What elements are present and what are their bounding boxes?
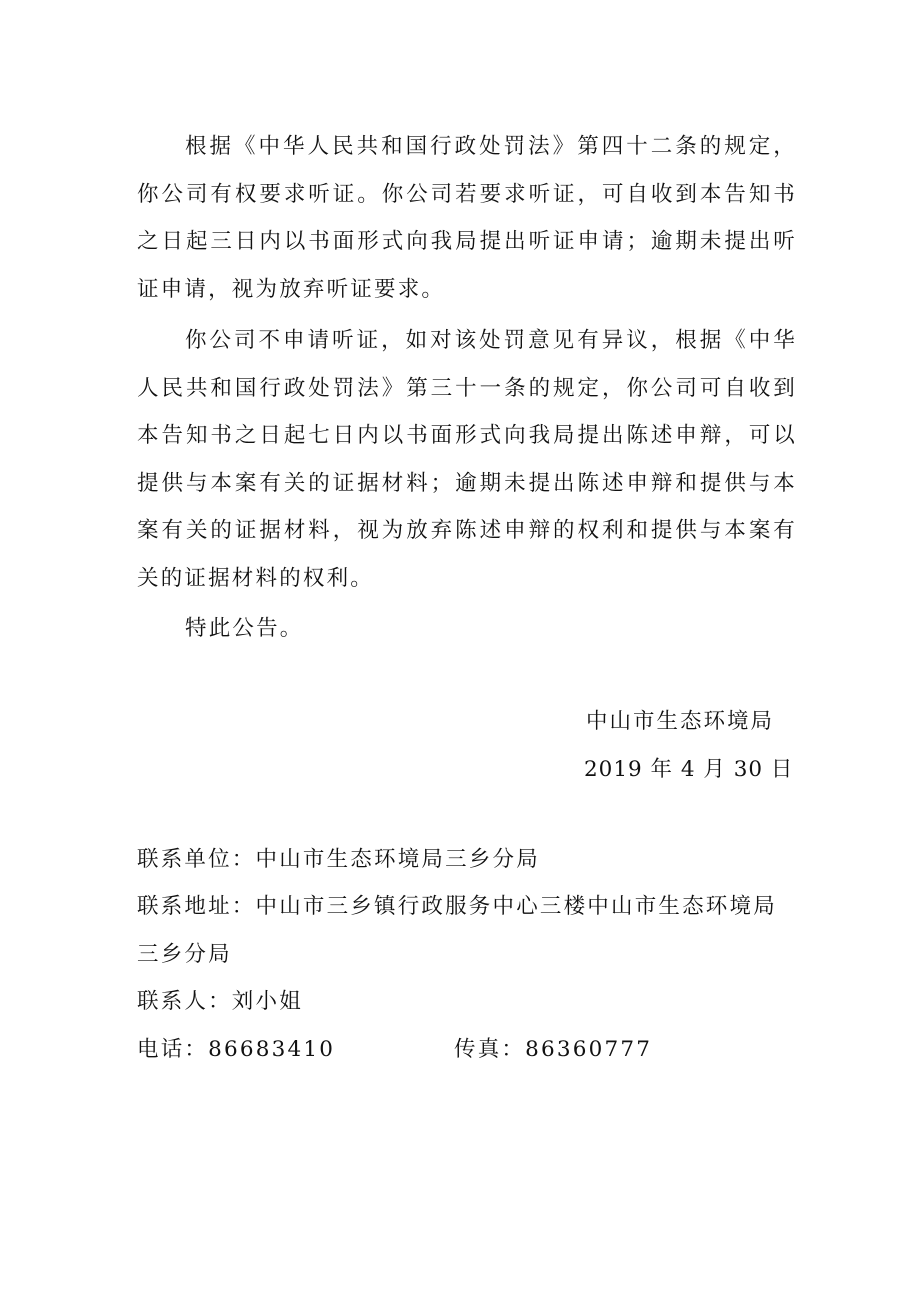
- paragraph-hearing-rights: 根据《中华人民共和国行政处罚法》第四十二条的规定，你公司有权要求听证。你公司若要求听证，可自收到本告知书之日起三日内以书面形式向我局提出听证申请；逾期未提出听证申请，视为放弃听证要求。: [137, 134, 797, 302]
- signature-organization: 中山市生态环境局: [586, 709, 775, 734]
- contact-fax: 传真：86360777: [454, 1037, 653, 1062]
- contact-unit: 联系单位：中山市生态环境局三乡分局: [137, 847, 540, 872]
- contact-phone: 电话：86683410: [137, 1037, 336, 1062]
- contact-address: 联系地址：中山市三乡镇行政服务中心三楼中山市生态环境局三乡分局: [137, 894, 777, 967]
- paragraph-closing: 特此公告。: [185, 616, 304, 641]
- paragraph-statement-defense: 你公司不申请听证，如对该处罚意见有异议，根据《中华人民共和国行政处罚法》第三十一条的规定，你公司可自收到本告知书之日起七日内以书面形式向我局提出陈述申辩，可以提供与本案有关的证据材料；逾期未提出陈述申辩和提供与本案有关的证据材料，视为放弃陈述申辩的权利和提供与本案有关的证据材料的权利。: [137, 328, 797, 591]
- contact-person: 联系人：刘小姐: [137, 989, 303, 1014]
- signature-date: 2019 年 4 月 30 日: [584, 757, 794, 782]
